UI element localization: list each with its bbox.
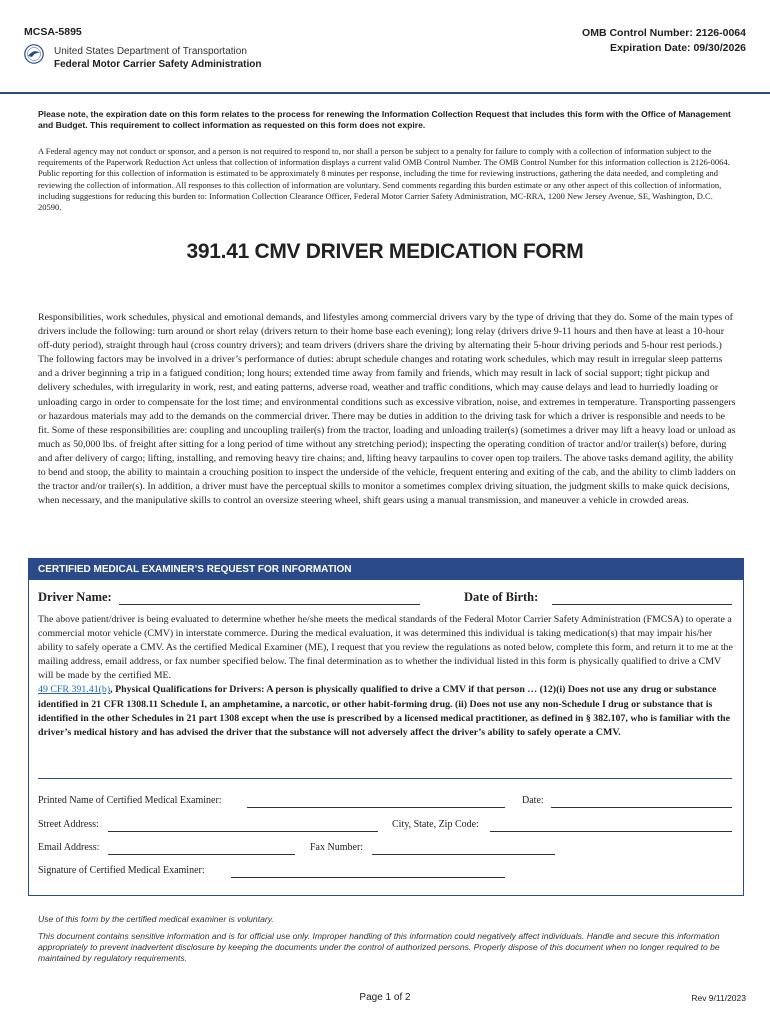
agency-name: Federal Motor Carrier Safety Administration (54, 59, 262, 70)
header-divider (0, 92, 770, 94)
printed-name-label: Printed Name of Certified Medical Examiner: (38, 795, 222, 806)
printed-name-field[interactable] (247, 806, 505, 808)
omb-block (582, 26, 746, 56)
street-label: Street Address: (38, 819, 99, 830)
expiration-notice: Please note, the expiration date on this form relates to the process for renewing the Information Collection Request that includes this form with the Office of Management and Budget. This requirement to collect information as requested on this form does not expire. (38, 109, 731, 130)
request-text (38, 613, 738, 740)
dob-field[interactable] (552, 603, 732, 605)
omb-control-number: OMB Control Number: 2126-0064 (582, 27, 746, 39)
street-field[interactable] (108, 830, 378, 832)
revision-date: Rev 9/11/2023 (691, 993, 746, 1003)
driver-name-field[interactable] (119, 603, 420, 605)
fax-field[interactable] (372, 853, 555, 855)
driver-name-label: Driver Name: (38, 590, 112, 604)
dob-label: Date of Birth: (464, 590, 539, 604)
city-field[interactable] (490, 830, 732, 832)
signature-field[interactable] (231, 876, 505, 878)
dept-name: United States Department of Transportation (54, 46, 247, 57)
form-id: MCSA-5895 (24, 26, 82, 38)
burden-statement: A Federal agency may not conduct or sponsor, and a person is not required to respond to, nor shall a person be subject to a penalty for failure to comply with a collection of information subject to the requirements of the Paperwork Reduction Act unless that collection of information displays a current valid OMB Control Number. The OMB Control Number for this information collection is 2126-0064. Public reporting for this collection of information is estimated to be approximately 8 minutes per response, including the time for reviewing instructions, gathering the data needed, and completing and reviewing the collection of information. All responses to this collection of information are voluntary. Send comments regarding this burden estimate or any other aspect of this collection of information, including suggestions for reducing this burden to: Information Collection Clearance Officer, Federal Motor Carrier Safety Administration, MC-RRA, 1200 New Jersey Avenue, SE, Washington, D.C. 20590. (38, 146, 730, 213)
page-number: Page 1 of 2 (359, 992, 411, 1003)
expiration-date: Expiration Date: 09/30/2026 (610, 42, 746, 54)
email-label: Email Address: (38, 842, 100, 853)
fax-label: Fax Number: (310, 842, 364, 853)
sensitive-notice: This document contains sensitive information and is for official use only. Improper handling of this information could negatively affect individuals. Handle and secure this information appropriately to prevent inadvertent disclosure by keeping the documents under the control of authorized persons. Properly dispose of this document when no longer required to be maintained by regulatory requirements. (38, 931, 720, 963)
cfr-text: , Physical Qualifications for Drivers: A person is physically qualified to drive a CMV if that person … (12)(i) Does not use any drug or substance identified in 21 CFR 1308.11 Schedule I, an amphetamine, a narcotic, or other habit-forming drug. (ii) Does not use any non-Schedule I drug or substance that is identified in the other Schedules in 21 part 1308 except when the use is prescribed by a licensed medical practitioner, as defined in § 382.107, who is familiar with the driver’s medical history and has advised the driver that the substance will not adversely affect the driver’s ability to safely operate a CMV. (38, 684, 730, 738)
driver-responsibilities-text: Responsibilities, work schedules, physical and emotional demands, and lifestyles among commercial drivers vary by the type of driving that they do. Some of the main types of drivers include the following: turn around or short relay (drivers return to their home base each evening); long relay (drivers drive 9-11 hours and then have at least a 10-hour off-duty period), straight through haul (cross country drivers); and team drivers (drivers share the driving by alternating their 5-hour driving periods and 5-hour rest periods.) The following factors may be involved in a driver’s performance of duties: abrupt schedule changes and rotating work schedules, which may result in irregular sleep patterns and a driver beginning a trip in a fatigued condition; long hours; extended time away from family and friends, which may result in lack of social support; tight pickup and delivery schedules, with irregularity in work, rest, and eating patterns, adverse road, weather and traffic conditions, which may cause delays and lead to hurriedly loading or unloading cargo in order to compensate for the lost time; and environmental conditions such as excessive vibration, noise, and extremes in temperature. Transporting passengers or hazardous materials may add to the demands on the commercial driver. There may be duties in addition to the driving task for which a driver is responsible and needs to be fit. Some of these responsibilities are: coupling and uncoupling trailer(s) from the tractor, loading and unloading trailer(s) (sometimes a driver may lift a heavy load or unload as much as 50,000 lbs. of freight after sitting for a long period of time without any stretching period); inspecting the operating condition of tractor and/or trailer(s) before, during and after delivery of cargo; lifting, installing, and removing heavy tire chains; and, lifting heavy tarpaulins to cover open top trailers. The above tasks demand agility, the ability to bend and stoop, the ability to maintain a crouching position to inspect the underside of the vehicle, frequent entering and exiting of the cab, and the ability to climb ladders on the tractor and/or trailer(s). In addition, a driver must have the perceptual skills to monitor a sometimes complex driving situation, the judgment skills to make quick decisions, when necessary, and the manipulative skills to control an oversize steering wheel, shift gears using a manual transmission, and maneuver a vehicle in crowded areas. (38, 312, 736, 507)
cfr-link[interactable]: 49 CFR 391.41(b) (38, 684, 111, 696)
section-heading: CERTIFIED MEDICAL EXAMINER’S REQUEST FOR INFORMATION (29, 559, 743, 580)
dot-seal-icon (24, 44, 44, 64)
city-label: City, State, Zip Code: (392, 819, 479, 830)
voluntary-note: Use of this form by the certified medical examiner is voluntary. (38, 914, 274, 924)
section-divider (38, 778, 732, 779)
date-field[interactable] (551, 806, 732, 808)
page-title: 391.41 CMV DRIVER MEDICATION FORM (186, 240, 584, 263)
signature-label: Signature of Certified Medical Examiner: (38, 865, 205, 876)
request-paragraph: The above patient/driver is being evaluated to determine whether he/she meets the medical standards of the Federal Motor Carrier Safety Administration (FMCSA) to operate a commercial motor vehicle (CMV) in interstate commerce. During the medical evaluation, it was determined this individual is taking medication(s) that may impair his/her ability to safely operate a CMV. As the certified Medical Examiner (ME), I request that you review the regulations as noted below, complete this form, and return it to me at the mailing address, email address, or fax number specified below. The final determination as to whether the individual listed in this form is physically qualified to drive a CMV will be made by the certified ME. (38, 614, 733, 682)
email-field[interactable] (108, 853, 295, 855)
date-label: Date: (522, 795, 544, 806)
